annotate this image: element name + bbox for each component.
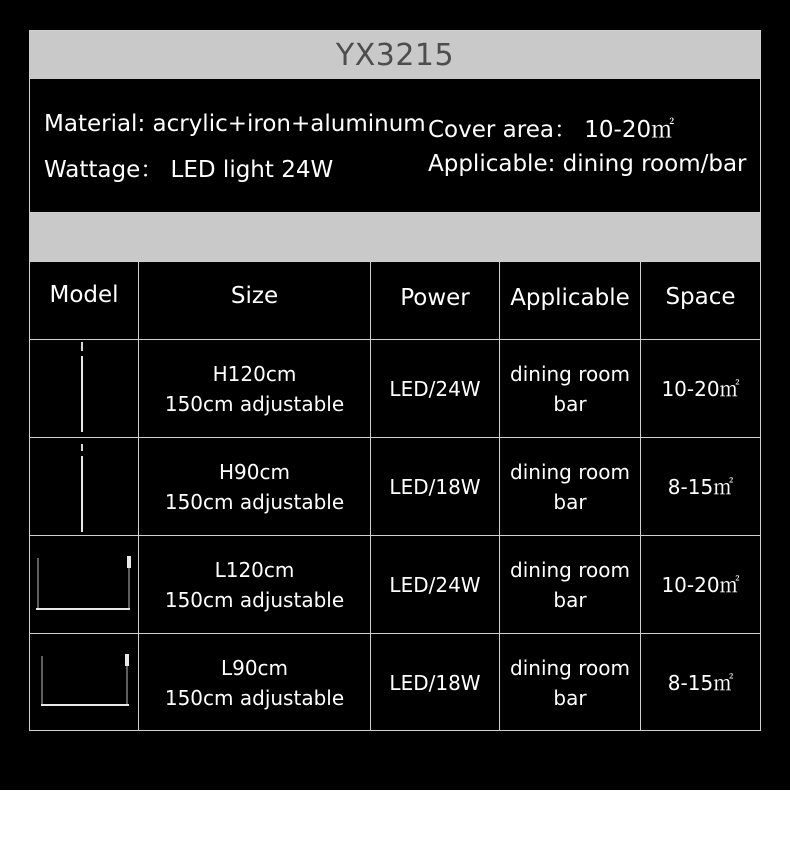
row-4-applicable	[500, 634, 640, 731]
size-line: L120cm	[214, 557, 295, 582]
applicable-line: dining room	[510, 459, 630, 484]
row-1-power: LED/24W	[389, 376, 481, 401]
applicable-line: dining room	[510, 655, 630, 680]
row-2-space: 8-15㎡	[667, 474, 734, 499]
header-power: Power	[400, 285, 470, 311]
row-4-power: LED/18W	[389, 670, 481, 695]
row-1-space: 10-20㎡	[661, 376, 740, 401]
size-line: H120cm	[212, 361, 297, 386]
applicable-line: dining room	[510, 557, 630, 582]
row-4-space: 8-15㎡	[667, 670, 734, 695]
vertical-pendant-icon	[31, 340, 138, 437]
size-line: 150cm adjustable	[164, 489, 345, 514]
row-2-applicable	[500, 438, 640, 535]
size-line: L90cm	[220, 655, 289, 680]
horizontal-pendant-icon	[31, 634, 138, 731]
row-1-size	[139, 340, 370, 437]
applicable-spec: Applicable: dining room/bar	[428, 151, 747, 177]
row-3-applicable	[500, 536, 640, 633]
row-1-applicable	[500, 340, 640, 437]
size-line: 150cm adjustable	[164, 391, 345, 416]
applicable-line: bar	[553, 489, 587, 514]
material-spec: Material: acrylic+iron+aluminum	[44, 111, 426, 137]
size-line: 150cm adjustable	[164, 587, 345, 612]
header-applicable: Applicable	[510, 285, 630, 311]
row-4-size	[139, 634, 370, 731]
horizontal-pendant-icon	[31, 536, 138, 633]
size-line: H90cm	[219, 459, 290, 484]
applicable-line: bar	[553, 685, 587, 710]
grey-band	[30, 213, 760, 261]
header-space: Space	[665, 284, 736, 310]
header-model: Model	[49, 282, 119, 308]
row-3-space: 10-20㎡	[661, 572, 740, 597]
header-size: Size	[230, 283, 279, 309]
wattage-spec: Wattage： LED light 24W	[44, 157, 334, 183]
vertical-pendant-icon	[31, 438, 138, 535]
row-3-size	[139, 536, 370, 633]
model-title: YX3215	[30, 31, 760, 79]
row-3-power: LED/24W	[389, 572, 481, 597]
applicable-line: dining room	[510, 361, 630, 386]
row-2-size	[139, 438, 370, 535]
applicable-line: bar	[553, 391, 587, 416]
applicable-line: bar	[553, 587, 587, 612]
cover-area-spec: Cover area： 10-20㎡	[428, 117, 675, 143]
size-line: 150cm adjustable	[164, 685, 345, 710]
row-2-power: LED/18W	[389, 474, 481, 499]
